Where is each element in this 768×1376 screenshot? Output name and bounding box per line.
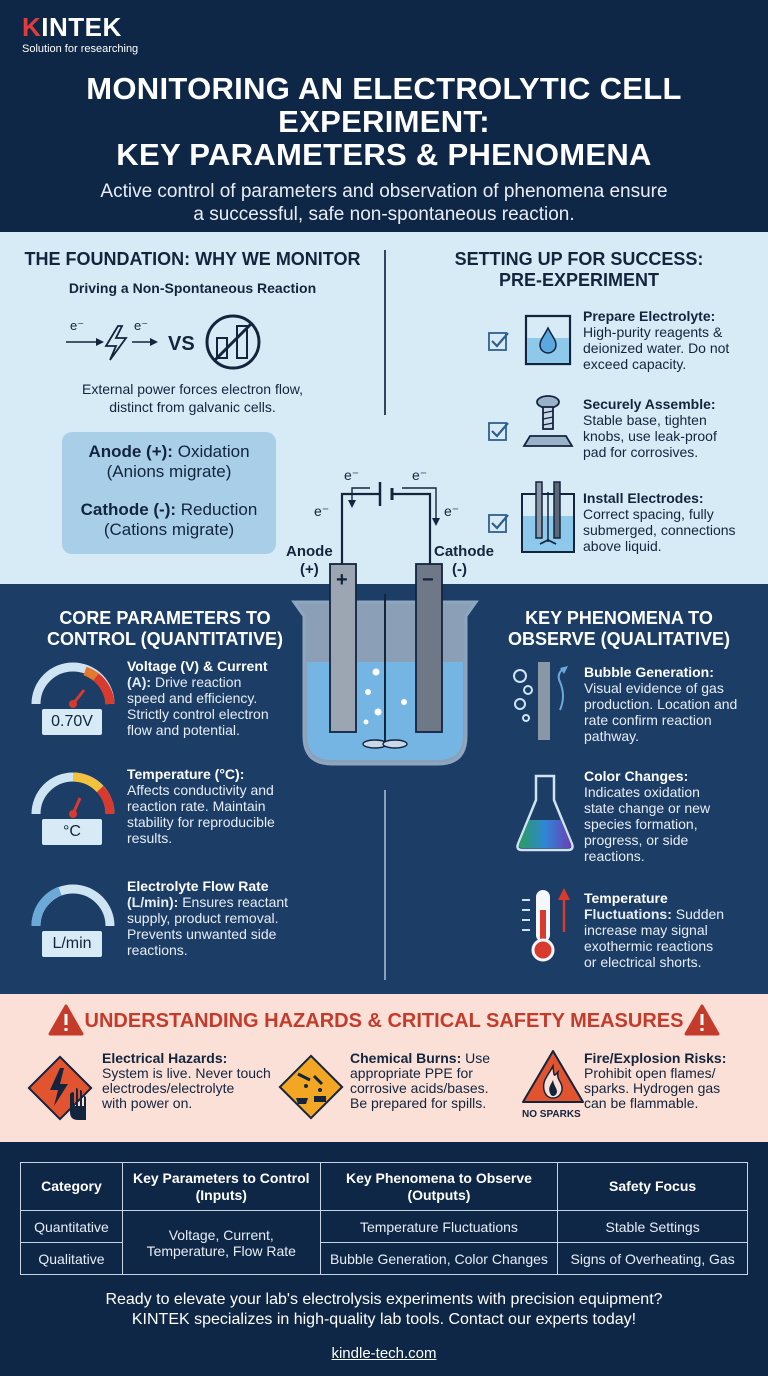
setup-title-line-2: PRE-EXPERIMENT <box>498 270 660 290</box>
phenomena-title: Temperature <box>584 890 668 906</box>
table-header-phenomena-line-2: (Outputs) <box>407 1186 471 1203</box>
title-line-1: MONITORING AN ELECTROLYTIC CELL <box>86 71 682 106</box>
param-desc: flow and potential. <box>127 722 240 738</box>
hazard-desc: System is live. Never touch <box>102 1065 271 1081</box>
param-title: Electrolyte Flow Rate <box>127 878 269 894</box>
hazard-desc: sparks. Hydrogen gas <box>584 1080 721 1096</box>
title-line-3: KEY PARAMETERS & PHENOMENA <box>116 137 652 172</box>
table-cell: Qualitative <box>21 1243 123 1275</box>
phenomena-desc: state change or new <box>584 800 711 816</box>
kintek-logo[interactable] <box>22 12 138 55</box>
hazard-desc: electrodes/electrolyte <box>102 1080 235 1096</box>
anode-label: Anode (+): <box>88 442 173 461</box>
hazard-desc: Prohibit open flames/ <box>584 1065 716 1081</box>
cathode-label: Cathode (-): <box>80 500 177 519</box>
hazard-desc: Use <box>465 1050 491 1066</box>
table-cell-parameters-line-2: Temperature, Flow Rate <box>146 1242 296 1259</box>
param-desc: supply, product removal. <box>127 910 279 926</box>
warning-icon <box>684 1004 720 1036</box>
param-desc: stability for reproducible <box>127 814 275 830</box>
phenomena-desc: or electrical shorts. <box>584 954 702 970</box>
phenomena-desc: exothermic reactions <box>584 938 714 954</box>
param-desc: Prevents unwanted side <box>127 926 277 942</box>
setup-item-title: Prepare Electrolyte: <box>583 308 716 324</box>
foundation-title: THE FOUNDATION: WHY WE MONITOR <box>24 249 361 269</box>
no-sparks-label: NO SPARKS <box>522 1109 581 1120</box>
check-icon <box>488 420 510 442</box>
setup-item-assemble <box>583 396 717 460</box>
check-icon <box>488 512 510 534</box>
hazard-title: Electrical Hazards: <box>102 1050 228 1066</box>
safety-title: UNDERSTANDING HAZARDS & CRITICAL SAFETY MEASURES <box>84 1010 684 1032</box>
phenomena-temperature <box>584 890 754 970</box>
table-row <box>21 1211 748 1243</box>
phenomena-title <box>474 608 764 650</box>
phenomena-title-cont: Fluctuations: <box>584 906 672 922</box>
check-icon <box>488 330 510 352</box>
summary-table <box>20 1162 748 1275</box>
cell-cathode-sign: (-) <box>452 561 467 578</box>
param-flow-rate <box>127 878 302 958</box>
cell-anode-sign: (+) <box>300 561 319 578</box>
phenomena-desc: Visual evidence of gas <box>584 680 724 696</box>
header <box>0 0 768 232</box>
bubble <box>401 699 407 705</box>
param-voltage-current <box>127 658 302 738</box>
foundation-note <box>20 380 365 416</box>
setup-title-line-1: SETTING UP FOR SUCCESS: <box>454 249 704 269</box>
foundation-note-line-2: distinct from galvanic cells. <box>109 399 276 415</box>
setup-item-desc: Correct spacing, fully <box>583 506 714 522</box>
flow-rate-gauge-icon <box>30 882 116 930</box>
hazard-fire <box>584 1050 754 1111</box>
phenomena-desc: rate confirm reaction <box>584 712 712 728</box>
cathode-text: Reduction <box>180 500 258 519</box>
setup-item-desc: above liquid. <box>583 538 662 554</box>
param-desc: reactions. <box>127 942 188 958</box>
param-desc: results. <box>127 830 173 846</box>
electrical-hazard-icon <box>24 1052 96 1124</box>
electron-label-left: e⁻ <box>70 318 85 333</box>
anode-sub: (Anions migrate) <box>106 462 232 481</box>
electrolytic-cell-diagram <box>280 466 494 786</box>
fire-hazard-icon <box>520 1048 586 1106</box>
phenomena-title: Color Changes: <box>584 768 689 784</box>
table-cell-parameters-line-1: Voltage, Current, <box>168 1226 274 1243</box>
core-title <box>20 608 310 650</box>
section-divider <box>384 250 386 415</box>
call-to-action <box>20 1290 748 1330</box>
vs-label: VS <box>168 333 195 355</box>
cell-electron-label-1: e⁻ <box>344 467 360 483</box>
phenomena-desc: reactions. <box>584 848 645 864</box>
foundation-note-line-1: External power forces electron flow, <box>82 381 303 397</box>
table-header-row <box>21 1163 748 1211</box>
hazard-title: Chemical Burns: <box>350 1050 462 1066</box>
table-header-phenomena-line-1: Key Phenomena to Observe <box>345 1169 532 1186</box>
anode-plus-sign: + <box>336 569 348 591</box>
page-subtitle <box>40 180 728 226</box>
voltage-readout: 0.70V <box>41 708 103 736</box>
section-divider <box>384 790 386 980</box>
setup-item-desc: knobs, use leak-proof <box>583 428 717 444</box>
cell-anode-label: Anode <box>286 543 333 560</box>
table-header-category: Category <box>21 1163 123 1211</box>
chemical-burn-icon <box>276 1052 346 1122</box>
hazard-desc: with power on. <box>102 1095 193 1111</box>
cta-line-2: KINTEK specializes in high-quality lab tools. Contact our experts today! <box>131 1311 637 1328</box>
temperature-gauge-icon <box>30 770 116 818</box>
setup-title <box>400 249 758 291</box>
hazard-chemical <box>350 1050 520 1111</box>
table-cell: Bubble Generation, Color Changes <box>320 1243 558 1275</box>
beaker-drop-icon <box>520 312 576 368</box>
phenomena-desc: production. Location and <box>584 696 738 712</box>
lightning-icon <box>106 326 126 360</box>
setup-item-title: Install Electrodes: <box>583 490 704 506</box>
param-desc: Strictly control electron <box>127 706 269 722</box>
cta-line-1: Ready to elevate your lab's electrolysis experiments with precision equipment? <box>105 1291 663 1308</box>
phenomena-desc: Sudden <box>675 906 725 922</box>
temperature-readout: °C <box>41 818 103 846</box>
cathode-sub: (Cations migrate) <box>103 520 235 539</box>
hazard-desc: Be prepared for spills. <box>350 1095 487 1111</box>
param-desc: Affects conductivity and <box>127 782 274 798</box>
param-desc: Drive reaction <box>155 674 242 690</box>
setup-item-electrodes <box>583 490 736 554</box>
param-desc: Ensures reactant <box>182 894 289 910</box>
phenomena-title-line-2: OBSERVE (QUALITATIVE) <box>507 629 730 649</box>
param-title-cont: (L/min): <box>127 894 179 910</box>
hazard-electrical <box>102 1050 282 1111</box>
table-header-parameters-line-2: (Inputs) <box>195 1186 247 1203</box>
table-cell: Quantitative <box>21 1211 123 1243</box>
param-title: Voltage (V) & Current <box>127 658 268 674</box>
page-title <box>20 72 748 171</box>
hazard-desc: corrosive acids/bases. <box>350 1080 489 1096</box>
table-header-phenomena <box>320 1163 558 1211</box>
param-temperature <box>127 766 302 846</box>
setup-item-desc: pad for corrosives. <box>583 444 699 460</box>
bubble <box>375 709 382 716</box>
table-header-parameters-line-1: Key Parameters to Control <box>132 1169 310 1186</box>
logo-tagline: Solution for researching <box>22 43 139 55</box>
subtitle-line-1: Active control of parameters and observation of phenomena ensure <box>100 181 668 202</box>
anode-cathode-box <box>62 432 276 554</box>
website-link[interactable]: kindle-tech.com <box>331 1345 437 1362</box>
phenomena-title-line-1: KEY PHENOMENA TO <box>525 608 713 628</box>
flow-rate-readout: L/min <box>41 930 103 958</box>
cell-cathode-label: Cathode <box>434 543 494 560</box>
table-header-parameters <box>122 1163 320 1211</box>
title-line-2: EXPERIMENT: <box>278 104 490 139</box>
subtitle-line-2: a successful, safe non-spontaneous reaction. <box>193 204 575 225</box>
galvanic-cell-prohibited-icon <box>203 312 263 372</box>
core-title-line-1: CORE PARAMETERS TO <box>59 608 271 628</box>
setup-item-desc: exceed capacity. <box>583 356 687 372</box>
electrodes-install-icon <box>518 480 578 556</box>
bubble <box>373 669 380 676</box>
flask-icon <box>514 772 576 852</box>
setup-item-desc: submerged, connections <box>583 522 736 538</box>
bubble <box>364 720 369 725</box>
param-title-cont: (A): <box>127 674 152 690</box>
phenomena-desc: pathway. <box>584 728 639 744</box>
phenomena-color <box>584 768 754 864</box>
bubbles-icon <box>510 660 576 744</box>
table-cell: Temperature Fluctuations <box>320 1211 558 1243</box>
setup-item-desc: Stable base, tighten <box>583 412 707 428</box>
phenomena-desc: Indicates oxidation <box>584 784 700 800</box>
hazard-desc: can be flammable. <box>584 1095 699 1111</box>
core-title-line-2: CONTROL (QUANTITATIVE) <box>47 629 283 649</box>
hazard-title: Fire/Explosion Risks: <box>584 1050 727 1066</box>
logo-name: INTEK <box>41 12 122 42</box>
cathode-minus-sign: − <box>422 569 434 591</box>
table-cell-parameters <box>122 1211 320 1275</box>
hazard-desc: appropriate PPE for <box>350 1065 473 1081</box>
electron-label-right: e⁻ <box>134 318 149 333</box>
cell-electron-label-2: e⁻ <box>412 467 428 483</box>
anode-text: Oxidation <box>177 442 250 461</box>
bubble <box>365 689 371 695</box>
param-title: Temperature (°C): <box>127 766 245 782</box>
cell-electron-label-4: e⁻ <box>444 503 460 519</box>
thermometer-icon <box>518 886 578 966</box>
param-desc: reaction rate. Maintain <box>127 798 266 814</box>
param-desc: speed and efficiency. <box>127 690 258 706</box>
setup-item-prepare <box>583 308 729 372</box>
phenomena-title: Bubble Generation: <box>584 664 714 680</box>
table-header-safety: Safety Focus <box>558 1163 748 1211</box>
phenomena-bubbles <box>584 664 754 744</box>
screw-assembly-icon <box>518 392 578 452</box>
cell-electron-label-3: e⁻ <box>314 503 330 519</box>
phenomena-desc: increase may signal <box>584 922 708 938</box>
voltage-gauge-icon <box>30 660 116 708</box>
table-cell: Stable Settings <box>558 1211 748 1243</box>
logo-k: K <box>22 12 42 42</box>
table-cell: Signs of Overheating, Gas <box>558 1243 748 1275</box>
phenomena-desc: species formation, <box>584 816 698 832</box>
setup-item-desc: High-purity reagents & <box>583 324 723 340</box>
setup-item-title: Securely Assemble: <box>583 396 716 412</box>
setup-item-desc: deionized water. Do not <box>583 340 730 356</box>
foundation-subtitle: Driving a Non-Spontaneous Reaction <box>68 280 317 296</box>
phenomena-desc: progress, or side <box>584 832 689 848</box>
